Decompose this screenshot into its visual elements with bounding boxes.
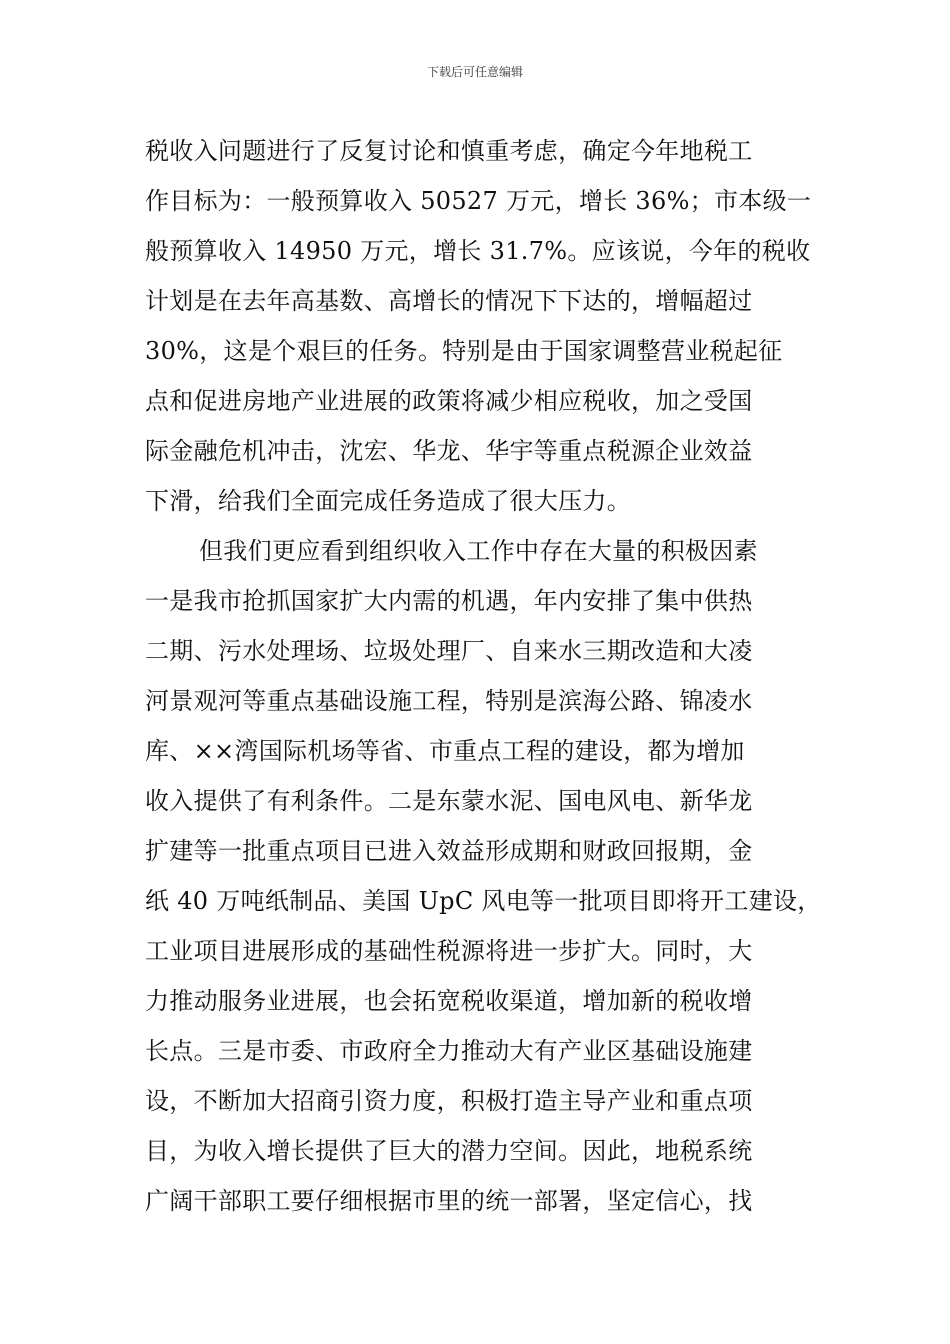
text-line: 点和促进房地产业进展的政策将减少相应税收，加之受国: [145, 387, 753, 415]
paragraph-first-line: 但我们更应看到组织收入工作中存在大量的积极因素: [199, 537, 758, 565]
text-line: 河景观河等重点基础设施工程，特别是滨海公路、锦凌水: [145, 687, 753, 715]
text-line: 力推动服务业进展，也会拓宽税收渠道，增加新的税收增: [145, 987, 753, 1015]
document-body: [145, 126, 825, 1226]
text-line: 一是我市抢抓国家扩大内需的机遇，年内安排了集中供热: [145, 587, 753, 615]
text-line: 际金融危机冲击，沈宏、华龙、华宇等重点税源企业效益: [145, 437, 753, 465]
text-line: 二期、污水处理场、垃圾处理厂、自来水三期改造和大凌: [145, 637, 753, 665]
text-line: 下滑，给我们全面完成任务造成了很大压力。: [145, 487, 631, 515]
page-header-note: 下载后可任意编辑: [426, 65, 523, 79]
text-line: 广阔干部职工要仔细根据市里的统一部署，坚定信心，找: [145, 1187, 753, 1215]
text-line: 设，不断加大招商引资力度，积极打造主导产业和重点项: [145, 1087, 753, 1115]
text-line: 长点。三是市委、市政府全力推动大有产业区基础设施建: [145, 1037, 753, 1065]
text-line: 纸 40 万吨纸制品、美国 UpC 风电等一批项目即将开工建设，: [145, 887, 822, 915]
text-line: 般预算收入 14950 万元，增长 31.7%。应该说，今年的税收: [145, 237, 811, 265]
text-line: 收入提供了有利条件。二是东蒙水泥、国电风电、新华龙: [145, 787, 753, 815]
text-line: 目，为收入增长提供了巨大的潜力空间。因此，地税系统: [145, 1137, 753, 1165]
text-line: 库、××湾国际机场等省、市重点工程的建设，都为增加: [145, 737, 745, 765]
text-line: 工业项目进展形成的基础性税源将进一步扩大。同时，大: [145, 937, 753, 965]
text-line: 作目标为：一般预算收入 50527 万元，增长 36%；市本级一: [145, 187, 812, 215]
text-line: 税收入问题进行了反复讨论和慎重考虑，确定今年地税工: [145, 137, 753, 165]
text-line: 30%，这是个艰巨的任务。特别是由于国家调整营业税起征: [145, 337, 783, 365]
text-line: 扩建等一批重点项目已进入效益形成期和财政回报期，金: [145, 837, 753, 865]
text-line: 计划是在去年高基数、高增长的情况下下达的，增幅超过: [145, 287, 753, 315]
